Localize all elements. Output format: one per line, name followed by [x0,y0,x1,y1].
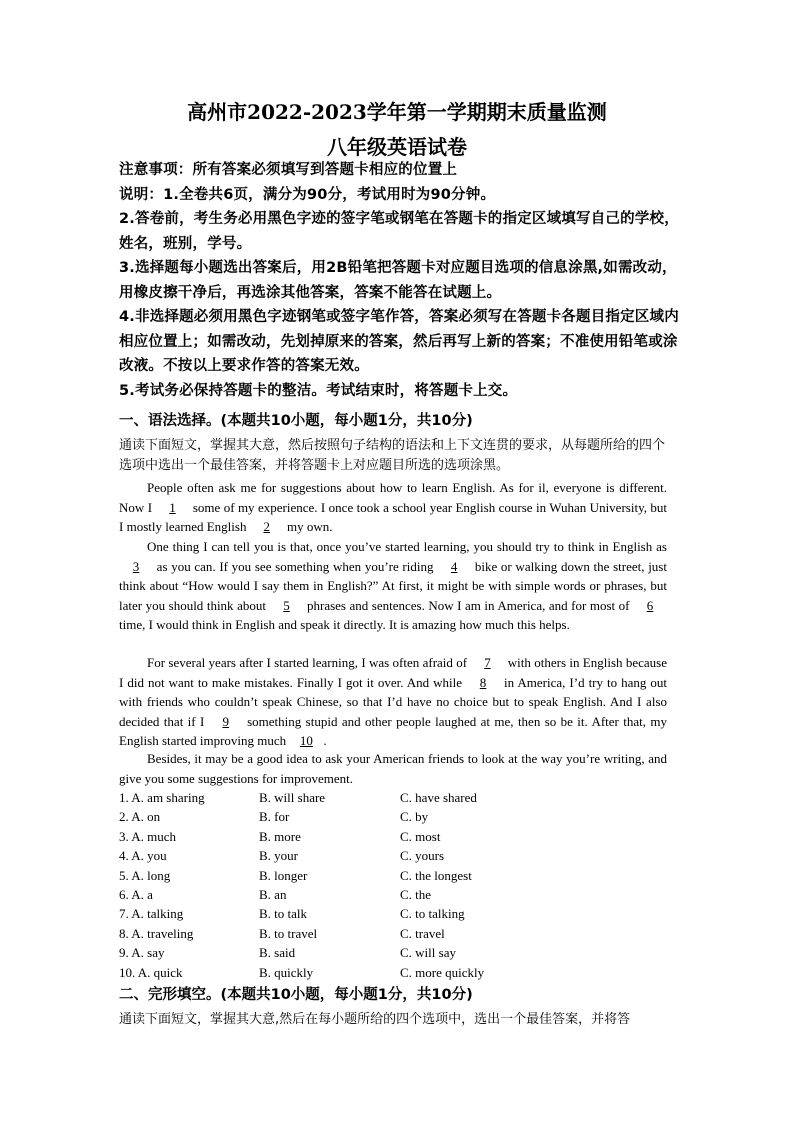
section-1-heading: 一、语法选择。(本题共10小题，每小题1分，共10分) [119,413,473,429]
exam-subtitle: 八年级英语试卷 [327,135,467,159]
section-2-instruction: 通读下面短文，掌握其大意,然后在每小题所给的四个选项中，选出一个最佳答案，并将答 [119,1012,631,1027]
option-row: 10. A. quick B. quickly C. more quickly [119,964,485,980]
option-row: 8. A. traveling B. to travel C. travel [119,925,445,941]
option-row: 2. A. on B. for C. by [119,809,429,825]
options-list [119,788,679,982]
blank-10: 10 [299,733,313,748]
section-1-instruction: 通读下面短文，掌握其大意，然后按照句子结构的语法和上下文连贯的要求，从每题所给的四个选项中选出一个最佳答案，并将答题卡上对应题目所选的选项涂黑。 [119,438,666,473]
blank-9: 9 [222,713,229,729]
option-row: 7. A. talking B. to talk C. to talking [119,906,465,922]
notice-line: 5.考试务必保持答题卡的整洁。考试结束时，将答题卡上交。 [119,382,518,399]
notice-line: 4.非选择题必须用黑色字迹钢笔或签字笔作答，答案必须写在答题卡各题目指定区域内相应位置上；如需改动，先划掉原来的答案，然后再写上新的答案；不准使用铅笔或涂改液。不按以上要求作答的答案无效。 [119,309,679,374]
notice-line: 说明：1.全卷共6页，满分为90分，考试用时为90分钟。 [119,186,496,203]
notice-line: 3.选择题每小题选出答案后，用2B铅笔把答题卡对应题目选项的信息涂黑,如需改动，用橡皮擦干净后，再选涂其他答案，答案不能答在试题上。 [119,260,677,301]
option-row: 9. A. say B. said C. will say [119,945,456,961]
option-row: 1. A. am sharing B. will share C. have shared [119,790,477,805]
notice-line: 注意事项：所有答案必须填写到答题卡相应的位置上 [119,162,458,178]
blank-7: 7 [484,655,491,670]
passage-paragraph-3: For several years after I started learning, I was often afraid of 7 with others in English because I did not want to make mistakes. Finally I got it over. And while 8 in America, I’d try to hang out with friends who couldn’t speak Chinese, so that I’d have no choice but to speak English. And I also decided that if I 9 something stupid and other people laughed at me, then so be it. After that, my English started improving much 10 . [119,653,667,751]
option-row: 4. A. you B. your C. yours [119,848,445,864]
option-row: 6. A. a B. an C. the [119,886,432,902]
blank-2: 2 [263,519,270,534]
passage-paragraph-1: People often ask me for suggestions about how to learn English. As for il, everyone is different. Now I 1 some of my experience. I once took a school year English course in Wuhan University, but I mostly learned English 2 my own. [119,478,667,537]
passage-paragraph-2: One thing I can tell you is that, once you’ve started learning, you should try to think in English as 3 as you can. If you see something when you’re riding 4 bike or walking down the street, just think about “How would I say them in English?” At first, it might be with simple words or phrases, but later you should think about 5 phrases and sentences. Now I am in America, and for most of 6 time, I would think in English and speak it directly. It is amazing how much this helps. [119,539,667,632]
option-row: 5. A. long B. longer C. the longest [119,867,472,883]
notice-line: 2.答卷前，考生务必用黑色字迹的签字笔或钢笔在答题卡的指定区域填写自己的学校，姓名，班别，学号。 [119,211,679,252]
option-row: 3. A. much B. more C. most [119,828,441,844]
blank-4: 4 [450,558,458,574]
section-2-heading: 二、完形填空。(本题共10小题，每小题1分，共10分) [119,987,473,1003]
blank-3: 3 [132,558,140,574]
blank-8: 8 [479,674,487,690]
notice-block [119,158,679,403]
blank-1: 1 [169,499,176,515]
exam-title: 高州市2022-2023学年第一学期期末质量监测 [187,100,607,124]
passage-paragraph-4: Besides, it may be a good idea to ask your American friends to look at the way you’re writing, and give you some suggestions for improvement. [119,751,667,786]
blank-6: 6 [646,597,654,613]
blank-5: 5 [283,597,290,613]
